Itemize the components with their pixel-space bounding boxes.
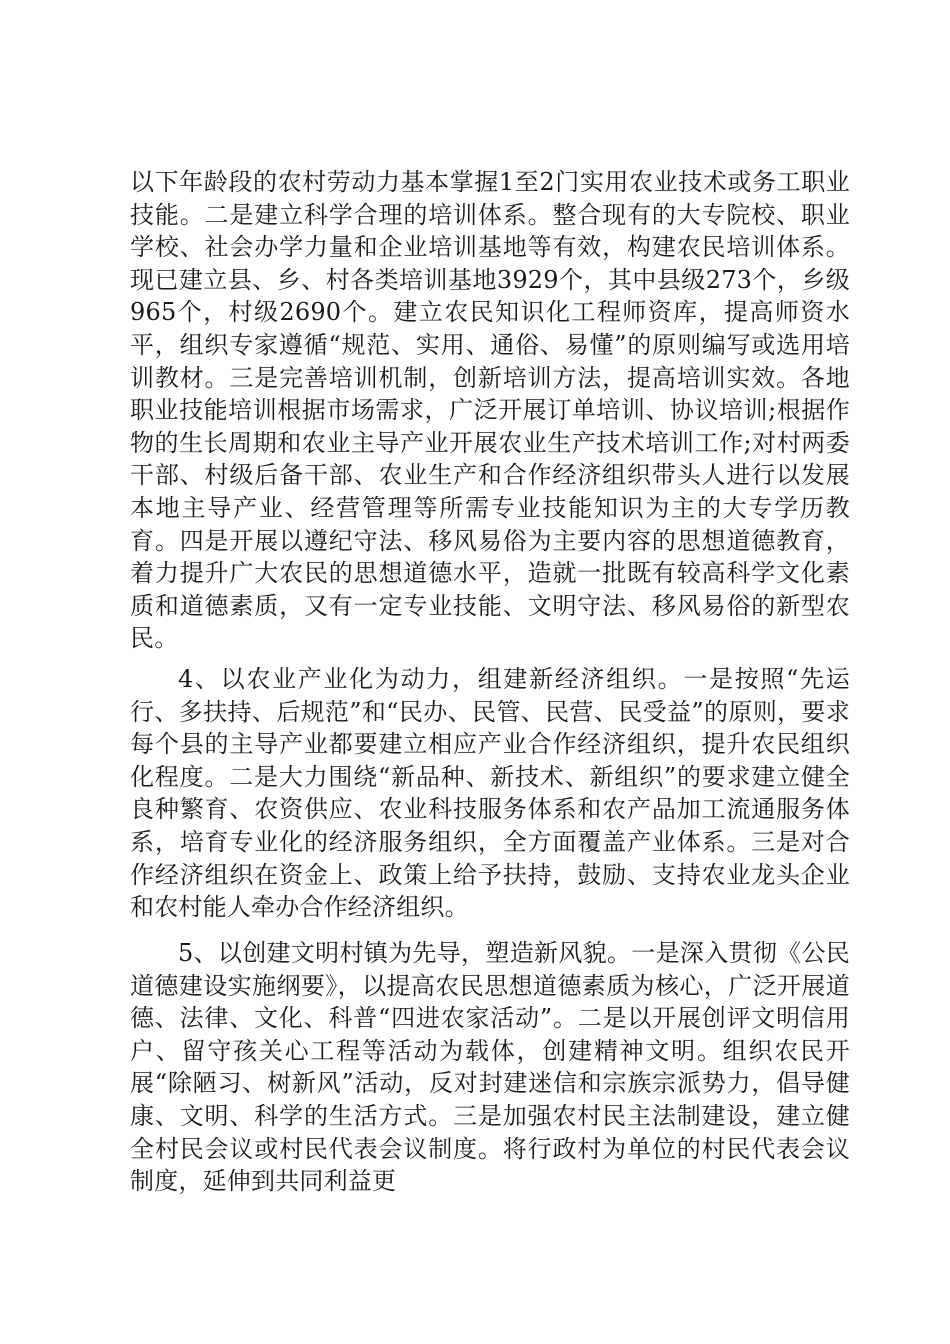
paragraph-text: 以下年龄段的农村劳动力基本掌握1至2门实用农业技术或务工职业技能。二是建立科学合理的培训体系。整合现有的大专院校、职业学校、社会办学力量和企业培训基地等有效，构建农民培训体系。现已建立县、乡、村各类培训基地3929个，其中县级273个，乡级965个，村级2690个。建立农民知识化工程师资库，提高师资水平，组织专家遵循“规范、实用、通俗、易懂”的原则编写或选用培训教材。三是完善培训机制，创新培训方法，提高培训实效。各地职业技能培训根据市场需求，广泛开展订单培训、协议培训;根据作物的生长周期和农业主导产业开展农业生产技术培训工作;对村两委干部、村级后备干部、农业生产和合作经济组织带头人进行以发展本地主导产业、经营管理等所需专业技能知识为主的大专学历教育。四是开展以遵纪守法、移风易俗为主要内容的思想道德教育，着力提升广大农民的思想道德水平，造就一批既有较高科学文化素质和道德素质，又有一定专业技能、文明守法、移风易俗的新型农民。 xyxy=(130,168,850,653)
paragraph-training-system xyxy=(130,166,850,655)
paragraph-economic-organization xyxy=(130,663,850,924)
paragraph-text: 5、以创建文明村镇为先导，塑造新风貌。一是深入贯彻《公民道德建设实施纲要》，以提高农民思想道德素质为核心，广泛开展道德、法律、文化、科普“四进农家活动”。二是以开展创评文明信用户、留守孩关心工程等活动为载体，创建精神文明。组织农民开展“除陋习、树新风”活动，反对封建迷信和宗族宗派势力，倡导健康、文明、科学的生活方式。三是加强农村民主法制建设，建立健全村民会议或村民代表会议制度。将行政村为单位的村民代表会议制度，延伸到共同利益更 xyxy=(130,939,850,1196)
paragraph-text: 4、以农业产业化为动力，组建新经济组织。一是按照“先运行、多扶持、后规范”和“民办、民管、民营、民受益”的原则，要求每个县的主导产业都要建立相应产业合作经济组织，提升农民组织化程度。二是大力围绕“新品种、新技术、新组织”的要求建立健全良种繁育、农资供应、农业科技服务体系和农产品加工流通服务体系，培育专业化的经济服务组织，全方面覆盖产业体系。三是对合作经济组织在资金上、政策上给予扶持，鼓励、支持农业龙头企业和农村能人牵办合作经济组织。 xyxy=(130,665,850,922)
paragraph-civilized-village xyxy=(130,937,850,1198)
